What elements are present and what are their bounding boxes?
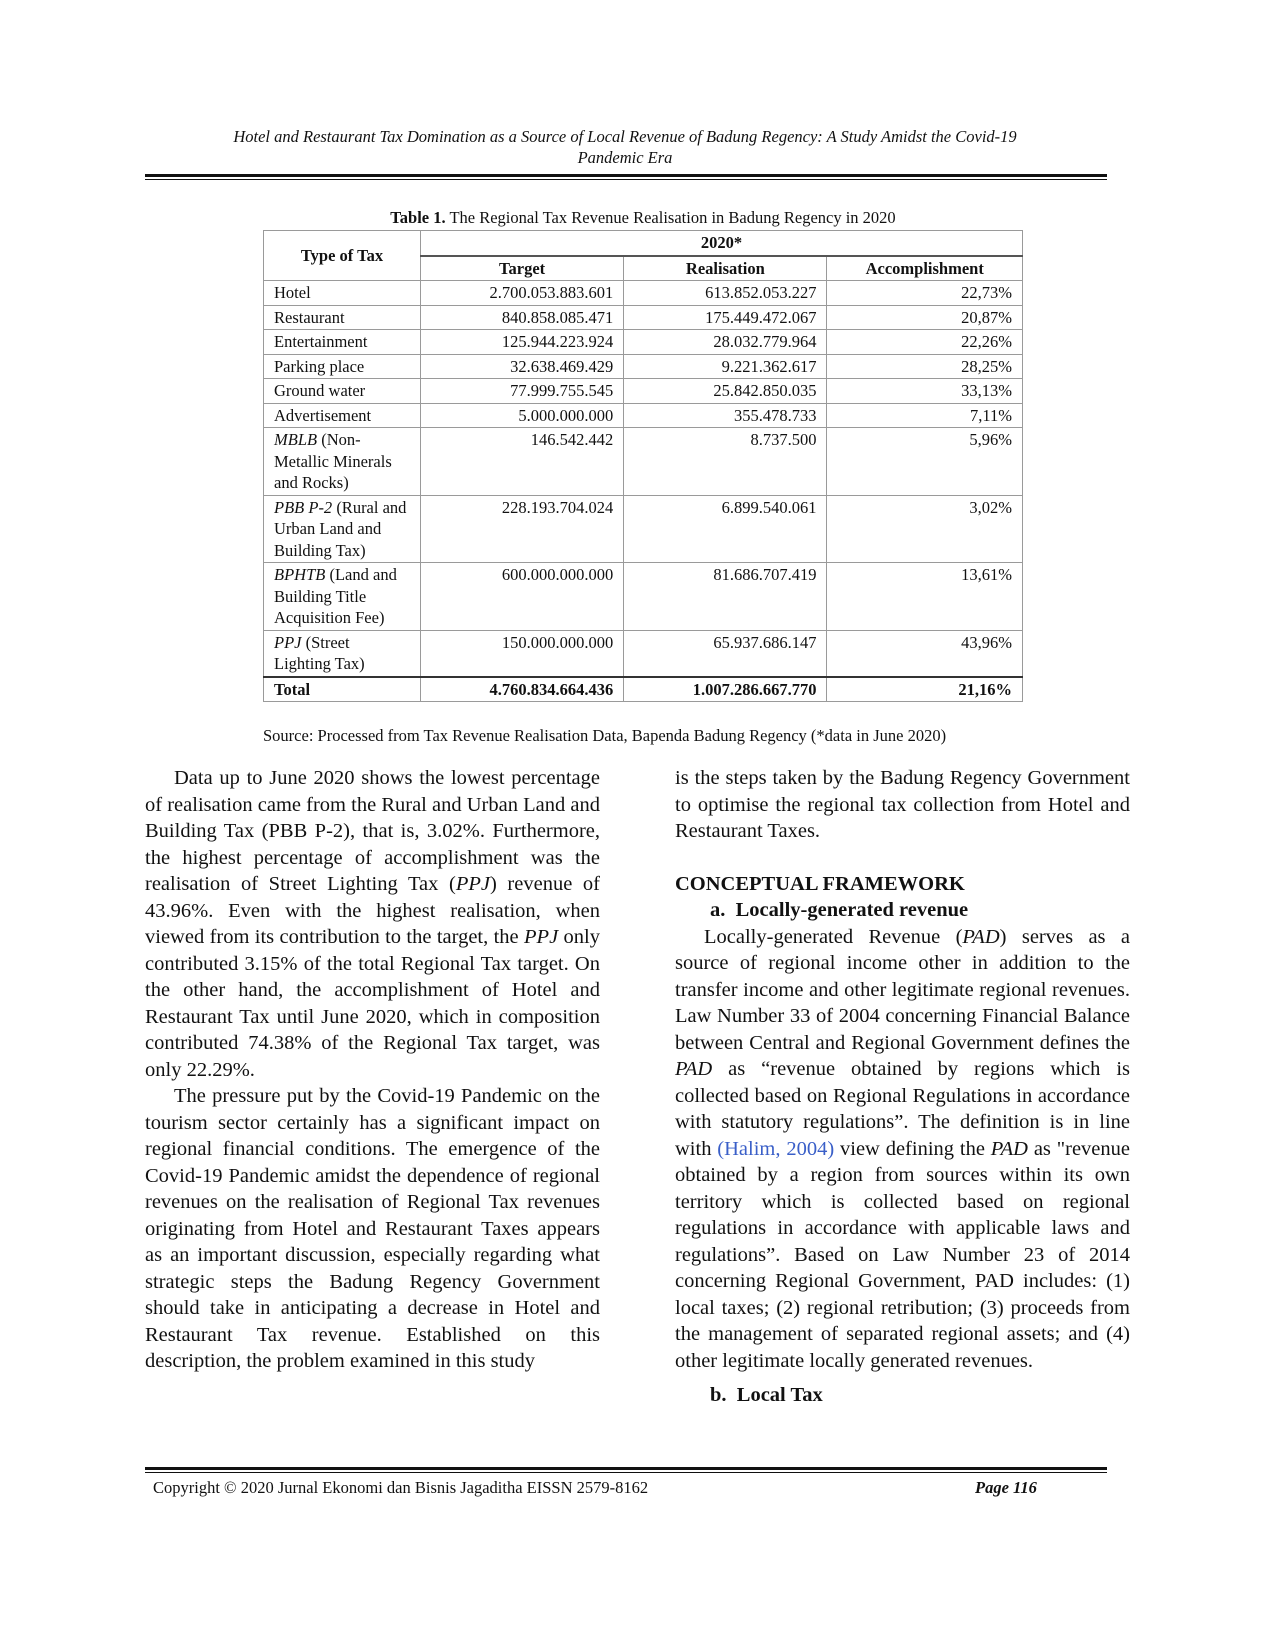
tax-type-label: (Land and Building Title Acquisition Fee) [274,565,397,627]
column-header-target: Target [421,256,624,281]
realisation-cell: 9.221.362.617 [624,354,827,379]
tax-type-label: Advertisement [274,405,372,425]
tax-type-label: Restaurant [274,307,345,327]
column-header-realisation: Realisation [624,256,827,281]
table-body [264,281,1023,677]
total-label: Total [264,677,421,702]
target-cell: 228.193.704.024 [421,495,624,563]
table-source-note: Source: Processed from Tax Revenue Realisation Data, Bapenda Badung Regency (*data in June 2020) [263,726,947,745]
text-run: as "revenue obtained by a region from sources within its own territory which is collected based on regional regulations in accordance with applicable laws and regulations”. Based on Law Number 23 of 2014 concerning Regional Government, PAD includes: (1) local taxes; (2) regional retribution; (3) proceeds from the management of separated regional assets; and (4) other legitimate locally generated revenues. [675,1137,1130,1372]
header-rule-thin [145,179,1107,180]
body-paragraph [145,765,600,1083]
footer-rule-thin [145,1472,1107,1473]
realisation-cell: 6.899.540.061 [624,495,827,563]
accomplishment-cell: 5,96% [827,428,1023,496]
table-row [264,354,1023,379]
accomplishment-cell: 43,96% [827,630,1023,677]
tax-type-cell [264,330,421,355]
table-row [264,428,1023,496]
target-cell: 840.858.085.471 [421,305,624,330]
running-header [145,126,1105,168]
realisation-cell: 8.737.500 [624,428,827,496]
accomplishment-cell: 7,11% [827,403,1023,428]
tax-type-label: Parking place [274,356,365,376]
footer-rule [145,1467,1107,1470]
type-of-tax-header: Type of Tax [264,231,421,281]
target-cell: 150.000.000.000 [421,630,624,677]
tax-type-cell [264,281,421,306]
text-run: Data up to June 2020 shows the lowest percentage of realisation came from the Rural and Urban Land and Building Tax (PBB P-2), that is, 3.02%. Furthermore, the highest percentage of accomplishment was the realisation of Street Lighting Tax ( [145,767,600,895]
target-cell: 146.542.442 [421,428,624,496]
total-realisation: 1.007.286.667.770 [624,677,827,702]
target-cell: 32.638.469.429 [421,354,624,379]
table-caption [263,208,1023,228]
realisation-cell: 175.449.472.067 [624,305,827,330]
tax-type-abbrev: PPJ [274,632,302,652]
realisation-cell: 613.852.053.227 [624,281,827,306]
accomplishment-cell: 13,61% [827,563,1023,631]
body-paragraph: The pressure put by the Covid-19 Pandemic on the tourism sector certainly has a significant impact on regional financial conditions. The emergence of the Covid-19 Pandemic amidst the dependence of regional revenues on the realisation of Regional Tax revenues originating from Hotel and Restaurant Taxes appears as an important discussion, especially regarding what strategic steps the Badung Regency Government should take in anticipating a decrease in Hotel and Restaurant Tax revenue. Established on this description, the problem examined in this study [145,1085,600,1372]
tax-type-cell [264,354,421,379]
text-run: ) revenue of 43.96%. Even with the highest realisation, when viewed from its contribution to the target, the [145,873,600,948]
footer-page-number: Page 116 [975,1478,1037,1497]
table-row [264,330,1023,355]
realisation-cell: 81.686.707.419 [624,563,827,631]
table-caption-label: Table 1. [390,208,446,227]
realisation-cell: 28.032.779.964 [624,330,827,355]
tax-type-cell [264,305,421,330]
tax-type-cell [264,403,421,428]
accomplishment-cell: 28,25% [827,354,1023,379]
text-run: Locally-generated Revenue ( [704,925,963,948]
tax-revenue-table [263,230,1023,702]
italic-term: PPJ [524,926,559,948]
table-row [264,281,1023,306]
tax-type-label: (Non-Metallic Minerals and Rocks) [274,430,392,492]
accomplishment-cell: 33,13% [827,379,1023,404]
text-run: ) serves as a source of regional income other in addition to the transfer income and other legitimate regional revenues. Law Number 33 of 2004 concerning Financial Balance between Central and Regional Government defines the [675,925,1131,1054]
total-target: 4.760.834.664.436 [421,677,624,702]
accomplishment-cell: 22,73% [827,281,1023,306]
table-row [264,305,1023,330]
header-rule [145,174,1107,177]
tax-type-cell [264,379,421,404]
tax-type-label: Ground water [274,381,366,400]
italic-term: PPJ [455,873,490,895]
tax-type-abbrev: PBB P-2 [274,497,333,517]
section-heading: CONCEPTUAL FRAMEWORK [675,872,965,895]
table-row [264,403,1023,428]
tax-type-cell [264,630,421,677]
table-row [264,379,1023,404]
accomplishment-cell: 22,26% [827,330,1023,355]
footer-copyright: Copyright © 2020 Jurnal Ekonomi dan Bisnis Jagaditha EISSN 2579-8162 [153,1478,649,1497]
target-cell: 5.000.000.000 [421,403,624,428]
realisation-cell: 25.842.850.035 [624,379,827,404]
accomplishment-cell: 3,02% [827,495,1023,563]
table-total-row [264,677,1023,702]
body-paragraph [675,924,1130,1375]
table-row [264,495,1023,563]
running-header-line-2: Pandemic Era [577,148,673,167]
tax-type-cell [264,495,421,563]
tax-type-label: (Street Lighting Tax) [274,632,365,673]
accomplishment-cell: 20,87% [827,305,1023,330]
realisation-cell: 65.937.686.147 [624,630,827,677]
body-paragraph: is the steps taken by the Badung Regency Government to optimise the regional tax collection from Hotel and Restaurant Taxes. [675,767,1130,842]
italic-term: PAD [675,1058,713,1080]
tax-type-cell [264,428,421,496]
realisation-cell: 355.478.733 [624,403,827,428]
table-caption-text: The Regional Tax Revenue Realisation in Badung Regency in 2020 [445,208,896,227]
tax-type-abbrev: MBLB [274,430,318,449]
target-cell: 77.999.755.545 [421,379,624,404]
tax-type-cell [264,563,421,631]
target-cell: 600.000.000.000 [421,563,624,631]
tax-type-abbrev: BPHTB [274,565,326,584]
text-run: as “revenue obtained by regions which is collected based on Regional Regulations in accordance with statutory regulations”. The definition is in line with [675,1058,1130,1160]
left-column [145,765,600,1375]
italic-term: PAD [990,1137,1028,1160]
target-cell: 2.700.053.883.601 [421,281,624,306]
right-column [675,765,1130,1409]
citation-link[interactable]: (Halim, 2004) [717,1137,835,1160]
text-run: view defining the [834,1137,991,1160]
column-header-accomplishment: Accomplishment [827,256,1023,281]
tax-type-label: Hotel [274,283,311,302]
sub-heading-a: a. Locally-generated revenue [710,899,969,921]
table-row [264,563,1023,631]
total-accomplishment: 21,16% [827,677,1023,702]
tax-type-label: (Rural and Urban Land and Building Tax) [274,497,407,560]
running-header-line-1: Hotel and Restaurant Tax Domination as a Source of Local Revenue of Badung Regency: A Study Amidst the Covid-19 [233,127,1017,146]
target-cell: 125.944.223.924 [421,330,624,355]
text-run: only contributed 3.15% of the total Regional Tax target. On the other hand, the accomplishment of Hotel and Restaurant Tax until June 2020, which in composition contributed 74.38% of the Regional Tax target, was only 22.29%. [145,926,601,1081]
year-header: 2020* [421,231,1023,256]
tax-type-label: Entertainment [274,332,368,351]
sub-heading-b: b. Local Tax [710,1384,823,1406]
table-row [264,630,1023,677]
italic-term: PAD [962,925,1000,948]
